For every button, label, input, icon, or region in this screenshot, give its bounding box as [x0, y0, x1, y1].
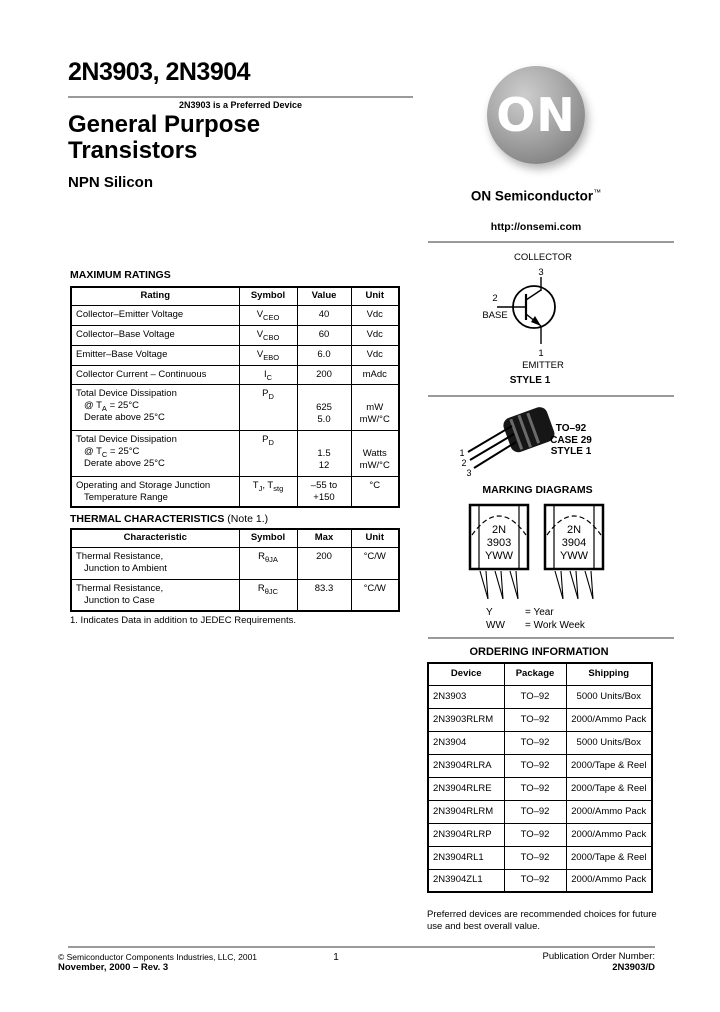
- legend-item: WW = Work Week: [486, 620, 585, 631]
- svg-text:3: 3: [538, 267, 544, 278]
- table-row: Total Device Dissipation @ $T_C = 25^\circ C$ Derate above 25°C $P_D$ 1.5 12 Watts mW/°C: [71, 430, 399, 476]
- website-link[interactable]: http://onsemi.com: [490, 221, 582, 233]
- marking-diagram-2n3904: [543, 503, 605, 605]
- preferred-device-note: 2N3903 is a Preferred Device: [178, 100, 303, 110]
- table-header-row: Characteristic Symbol Max Unit: [71, 529, 399, 547]
- svg-text:3: 3: [466, 468, 472, 478]
- publication-order-label: Publication Order Number:: [542, 951, 655, 962]
- trademark-symbol: ™: [593, 188, 602, 197]
- table-row: Emitter–Base Voltage $V_{EBO}$ 6.0 Vdc: [71, 345, 399, 365]
- table-row: Collector–Emitter Voltage $V_{CEO}$ 40 Vdc: [71, 305, 399, 325]
- marking-diagram-2n3903: [468, 503, 530, 605]
- svg-text:COLLECTOR: COLLECTOR: [514, 252, 572, 263]
- table-row: Operating and Storage Junction Temperature Range $T_J$, $T_{stg}$ –55 to +150 °C: [71, 476, 399, 507]
- legend-item: Y = Year: [486, 607, 554, 618]
- table-row: 2N3903RLRM TO–92 2000/Ammo Pack: [428, 708, 652, 731]
- svg-text:3903: 3903: [486, 537, 512, 549]
- transistor-symbol-diagram: [455, 248, 605, 370]
- svg-text:YWW: YWW: [559, 550, 589, 562]
- marking-legend: [486, 606, 585, 632]
- ordering-heading: ORDERING INFORMATION: [469, 646, 609, 658]
- table-row: Collector Current – Continuous $I_C$ 200 mAdc: [71, 365, 399, 384]
- package-info: TO–92 CASE 29 STYLE 1: [550, 423, 592, 457]
- table-row: 2N3904RL1 TO–92 2000/Tape & Reel: [428, 846, 652, 869]
- table-header-row: Device Package Shipping: [428, 663, 652, 685]
- publication-order-number: 2N3903/D: [612, 962, 655, 973]
- table-row: 2N3904RLRE TO–92 2000/Tape & Reel: [428, 777, 652, 800]
- table-row: 2N3904ZL1 TO–92 2000/Ammo Pack: [428, 869, 652, 892]
- pinout-style-label: STYLE 1: [509, 375, 551, 386]
- jedec-footnote: 1. Indicates Data in addition to JEDEC Requirements.: [70, 615, 297, 626]
- on-logo-text: ON: [496, 88, 576, 142]
- table-row: 2N3904RLRP TO–92 2000/Ammo Pack: [428, 823, 652, 846]
- thermal-heading: THERMAL CHARACTERISTICS (Note 1.): [70, 513, 269, 525]
- max-ratings-heading: MAXIMUM RATINGS: [70, 269, 171, 281]
- device-type: NPN Silicon: [68, 174, 154, 191]
- table-header-row: Rating Symbol Value Unit: [71, 287, 399, 305]
- page-title: 2N3903, 2N3904: [68, 58, 251, 86]
- marking-heading: MARKING DIAGRAMS: [482, 484, 593, 496]
- table-row: 2N3903 TO–92 5000 Units/Box: [428, 685, 652, 708]
- svg-text:BASE: BASE: [482, 310, 508, 321]
- table-row: Total Device Dissipation @ $T_A = 25^\circ C$ Derate above 25°C $P_D$ 625 5.0 mW mW/°C: [71, 384, 399, 430]
- revision-date: November, 2000 – Rev. 3: [58, 962, 169, 973]
- svg-text:3904: 3904: [561, 537, 587, 549]
- brand-name: ON Semiconductor™: [470, 188, 602, 204]
- svg-text:2: 2: [492, 293, 498, 304]
- on-logo: [487, 66, 585, 164]
- table-row: 2N3904RLRA TO–92 2000/Tape & Reel: [428, 754, 652, 777]
- title-divider: [68, 96, 413, 98]
- table-row: Thermal Resistance, Junction to Ambient $R_{\theta JA}$ 200 °C/W: [71, 547, 399, 579]
- svg-text:2N: 2N: [566, 524, 582, 536]
- svg-text:2: 2: [461, 458, 467, 468]
- svg-text:1: 1: [538, 348, 544, 359]
- svg-text:2N: 2N: [491, 524, 507, 536]
- preferred-devices-note: Preferred devices are recommended choices for future use and best overall value.: [427, 909, 657, 932]
- table-row: Collector–Base Voltage $V_{CBO}$ 60 Vdc: [71, 325, 399, 345]
- max-ratings-table: [70, 286, 400, 508]
- section-divider: [428, 241, 674, 243]
- svg-text:YWW: YWW: [484, 550, 514, 562]
- table-row: Thermal Resistance, Junction to Case $R_{\theta JC}$ 83.3 °C/W: [71, 579, 399, 611]
- table-row: 2N3904 TO–92 5000 Units/Box: [428, 731, 652, 754]
- table-row: 2N3904RLRM TO–92 2000/Ammo Pack: [428, 800, 652, 823]
- page-number: 1: [333, 952, 339, 963]
- footer-divider: [68, 946, 655, 948]
- copyright: © Semiconductor Components Industries, LLC, 2001: [58, 952, 258, 962]
- svg-text:EMITTER: EMITTER: [522, 360, 564, 370]
- section-divider: [428, 637, 674, 639]
- section-divider: [428, 395, 674, 397]
- ordering-table: [427, 662, 653, 893]
- thermal-table: [70, 528, 400, 612]
- product-title: General Purpose Transistors: [68, 111, 261, 164]
- svg-text:1: 1: [459, 448, 465, 458]
